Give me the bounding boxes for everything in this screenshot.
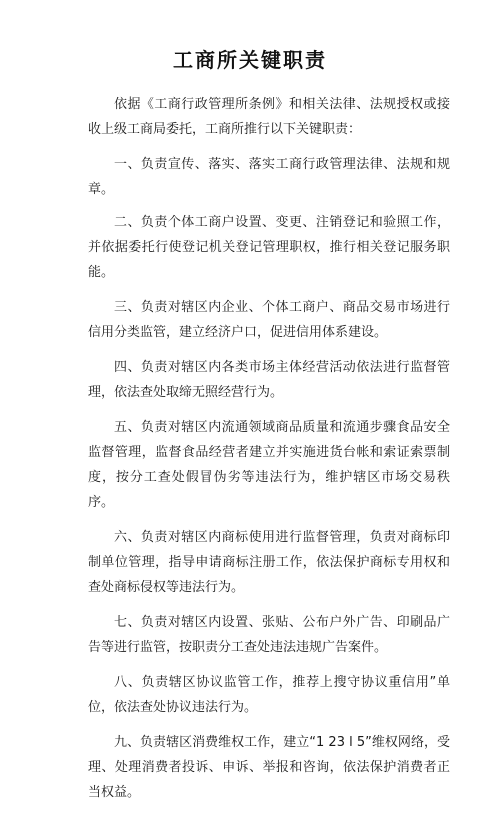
document-title: 工商所关键职责 <box>173 48 327 72</box>
duty-item-6: 六、负责对辖区内商标使用进行监督管理，负责对商标印制单位管理，指导申请商标注册工作，依法保护商标专用权和查处商标侵权等违法行为。 <box>88 530 450 595</box>
duty-item-5: 五、负责对辖区内流通领域商品质量和流通步骤食品安全监督管理，监督食品经营者建立并实施进货台帐和索证索票制度，按分工查处假冒伪劣等违法行为，维护辖区市场交易秩序。 <box>88 420 450 510</box>
duty-item-2: 二、负责个体工商户设置、变更、注销登记和验照工作，并依据委托行使登记机关登记管理职权，推行相关登记服务职能。 <box>88 215 450 280</box>
duty-item-3: 三、负责对辖区内企业、个体工商户、商品交易市场进行信用分类监管，建立经济户口，促进信用体系建设。 <box>88 300 450 340</box>
duty-item-9: 九、负责辖区消费维权工作，建立“1 23 l 5”维权网络，受理、处理消费者投诉、申诉、举报和咨询，依法保护消费者正当权益。 <box>88 735 450 800</box>
intro-paragraph: 依据《工商行政管理所条例》和相关法律、法规授权或接收上级工商局委托，工商所推行以下关键职责： <box>88 97 450 137</box>
duty-item-1: 一、负责宣传、落实、落实工商行政管理法律、法规和规章。 <box>88 157 450 197</box>
document-body <box>88 92 450 815</box>
duty-item-4: 四、负责对辖区内各类市场主体经营活动依法进行监督管理，依法查处取缔无照经营行为。 <box>88 360 450 400</box>
duty-item-8: 八、负责辖区协议监管工作，推荐上搜守协议重信用”单位，依法查处协议违法行为。 <box>88 675 450 715</box>
duty-item-7: 七、负责对辖区内设置、张贴、公布户外广告、印刷品广告等进行监管，按职责分工查处违法违规广告案件。 <box>88 615 450 655</box>
